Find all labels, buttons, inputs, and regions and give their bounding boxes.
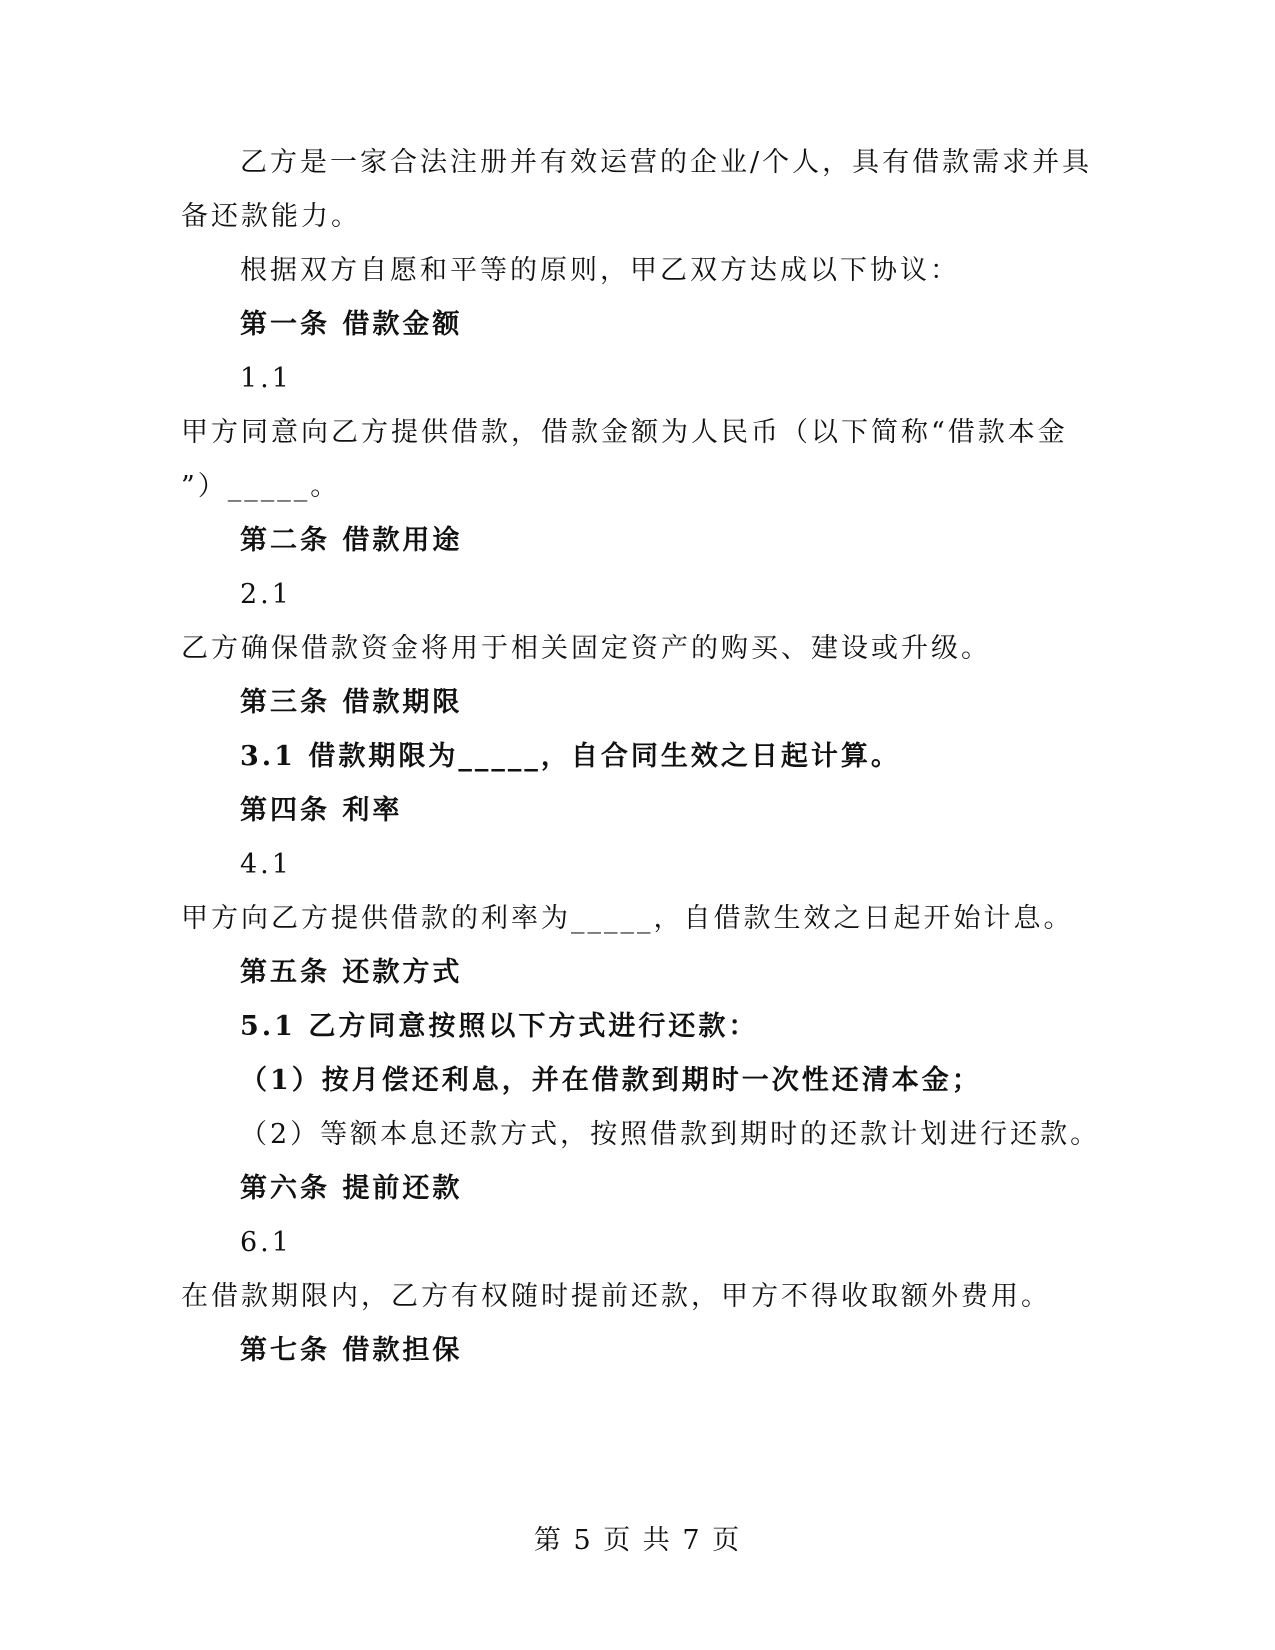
clause-number-1-1: 1.1: [240, 363, 292, 394]
page-number-footer: 第 5 页 共 7 页: [533, 1525, 742, 1556]
article-7-heading: 第七条 借款担保: [240, 1335, 463, 1366]
clause-number-6-1: 6.1: [240, 1227, 292, 1258]
repayment-option-2: （2）等额本息还款方式，按照借款到期时的还款计划进行还款。: [240, 1119, 1101, 1150]
repayment-option-1: （1）按月偿还利息，并在借款到期时一次性还清本金；: [240, 1065, 982, 1096]
paragraph-agreement-basis: 根据双方自愿和平等的原则，甲乙双方达成以下协议：: [240, 255, 960, 286]
article-5-heading: 第五条 还款方式: [240, 957, 463, 988]
article-3-heading: 第三条 借款期限: [240, 687, 463, 718]
clause-6-1-text: 在借款期限内，乙方有权随时提前还款，甲方不得收取额外费用。: [181, 1281, 1051, 1312]
clause-5-1: 5.1 乙方同意按照以下方式进行还款：: [240, 1011, 759, 1042]
clause-1-1-text: 甲方同意向乙方提供借款，借款金额为人民币（以下简称“借款本金: [181, 417, 1068, 448]
clause-number-2-1: 2.1: [240, 579, 292, 610]
article-6-heading: 第六条 提前还款: [240, 1173, 463, 1204]
clause-2-1-text: 乙方确保借款资金将用于相关固定资产的购买、建设或升级。: [181, 633, 991, 664]
clause-4-1-text: 甲方向乙方提供借款的利率为_____，自借款生效之日起开始计息。: [181, 903, 1074, 934]
paragraph-party-b-intro: 乙方是一家合法注册并有效运营的企业/个人，具有借款需求并具: [240, 147, 1093, 178]
clause-1-1-text-cont: ”）_____。: [181, 471, 341, 502]
clause-3-1: 3.1 借款期限为_____，自合同生效之日起计算。: [240, 741, 901, 772]
paragraph-party-b-intro-cont: 备还款能力。: [181, 201, 361, 232]
article-4-heading: 第四条 利率: [240, 795, 403, 826]
clause-number-4-1: 4.1: [240, 849, 292, 880]
article-1-heading: 第一条 借款金额: [240, 309, 463, 340]
article-2-heading: 第二条 借款用途: [240, 525, 463, 556]
